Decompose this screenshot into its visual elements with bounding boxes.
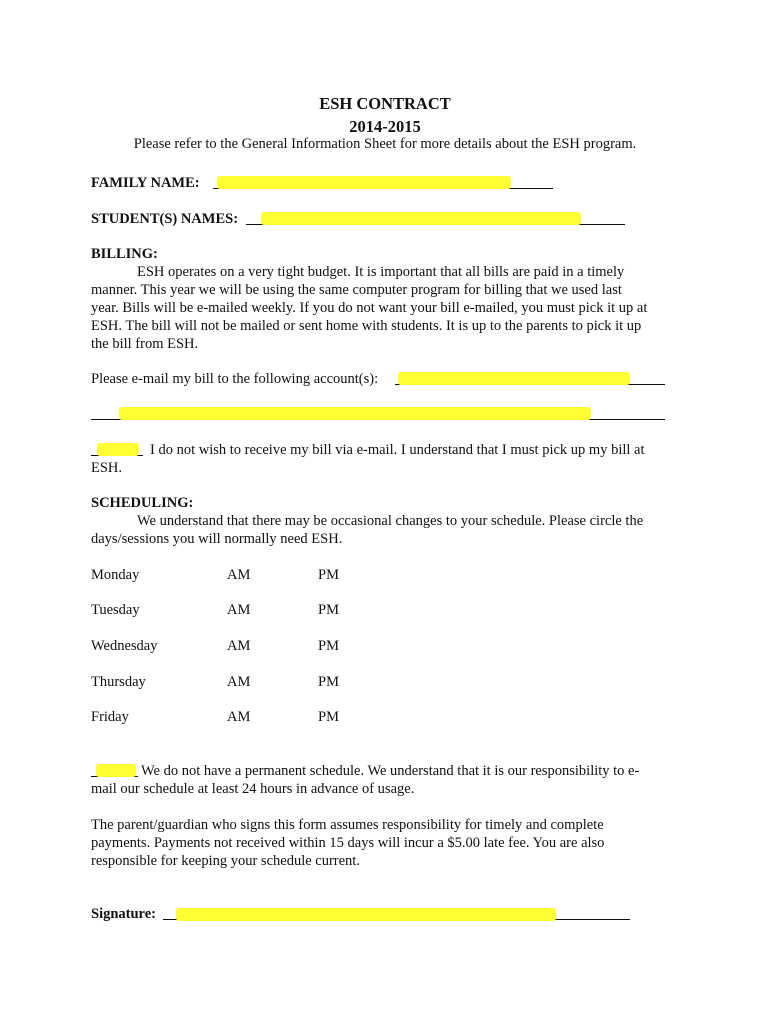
email-field[interactable] <box>398 369 630 385</box>
billing-text-line: ESH. The bill will not be mailed or sent home with students. It is up to the parents to pick it up <box>91 318 642 334</box>
billing-heading: BILLING: <box>91 246 158 262</box>
pm-option[interactable]: PM <box>318 638 339 654</box>
document-subtitle: Please refer to the General Information Sheet for more details about the ESH program. <box>133 136 637 152</box>
responsibility-text-line: The parent/guardian who signs this form assumes responsibility for timely and complete <box>91 817 604 833</box>
no-schedule-text-cont: mail our schedule at least 24 hours in advance of usage. <box>91 781 415 797</box>
pm-option[interactable]: PM <box>318 567 339 583</box>
pm-option[interactable]: PM <box>318 602 339 618</box>
billing-text-line: manner. This year we will be using the same computer program for billing that we used last <box>91 282 622 298</box>
am-option[interactable]: AM <box>227 638 251 654</box>
day-label: Monday <box>91 567 140 583</box>
no-email-field[interactable] <box>97 440 139 456</box>
family-name-label: FAMILY NAME: <box>91 175 200 191</box>
no-email-text: I do not wish to receive my bill via e-mail. I understand that I must pick up my bill at <box>150 442 645 458</box>
no-schedule-field[interactable] <box>96 761 136 777</box>
contract-year: 2014-2015 <box>349 117 421 136</box>
students-field[interactable] <box>261 209 581 225</box>
scheduling-text-line: We understand that there may be occasional changes to your schedule. Please circle the <box>137 513 644 529</box>
email-second-field[interactable] <box>119 404 591 420</box>
am-option[interactable]: AM <box>227 567 251 583</box>
document-title: ESH CONTRACT <box>319 94 451 113</box>
pm-option[interactable]: PM <box>318 709 339 725</box>
email-label: Please e-mail my bill to the following account(s): <box>91 371 379 387</box>
responsibility-text-line: responsible for keeping your schedule current. <box>91 853 360 869</box>
no-email-text-cont: ESH. <box>91 460 123 476</box>
students-label: STUDENT(S) NAMES: <box>91 211 239 227</box>
signature-label: Signature: <box>91 906 156 922</box>
day-label: Tuesday <box>91 602 140 618</box>
am-option[interactable]: AM <box>227 602 251 618</box>
responsibility-text-line: payments. Payments not received within 15 days will incur a $5.00 late fee. You are also <box>91 835 605 851</box>
scheduling-text-line: days/sessions you will normally need ESH. <box>91 531 343 547</box>
day-label: Wednesday <box>91 638 158 654</box>
no-schedule-text: We do not have a permanent schedule. We understand that it is our responsibility to e- <box>141 763 640 779</box>
am-option[interactable]: AM <box>227 674 251 690</box>
am-option[interactable]: AM <box>227 709 251 725</box>
billing-text-line: ESH operates on a very tight budget. It is important that all bills are paid in a timely <box>137 264 625 280</box>
day-label: Friday <box>91 709 129 725</box>
day-label: Thursday <box>91 674 146 690</box>
signature-field[interactable] <box>176 904 556 920</box>
scheduling-heading: SCHEDULING: <box>91 495 194 511</box>
billing-text-line: year. Bills will be e-mailed weekly. If you do not want your bill e-mailed, you must pick it up at <box>91 300 648 316</box>
pm-option[interactable]: PM <box>318 674 339 690</box>
billing-text-line: the bill from ESH. <box>91 336 199 352</box>
family-name-field[interactable] <box>217 173 511 189</box>
